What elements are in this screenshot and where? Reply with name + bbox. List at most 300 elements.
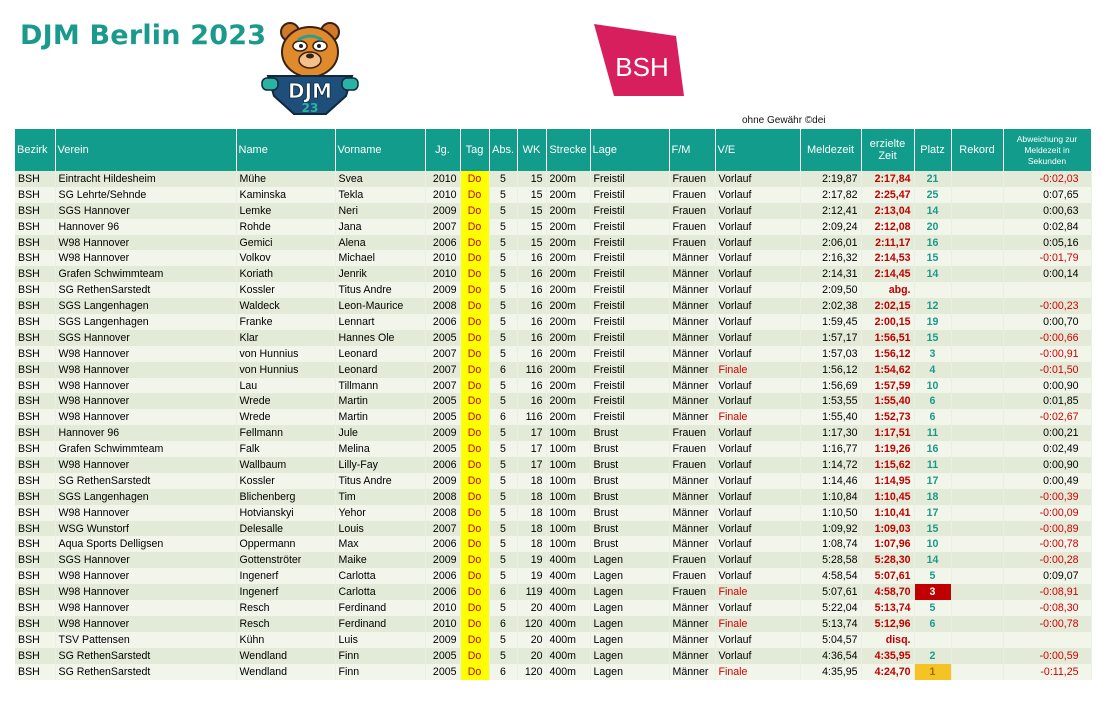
table-row bbox=[15, 568, 1091, 584]
cell-tag: Do bbox=[460, 409, 489, 425]
cell-zeit: 2:13,04 bbox=[861, 203, 914, 219]
cell-rekord bbox=[951, 664, 1003, 680]
cell-lage: Freistil bbox=[590, 378, 669, 394]
cell-rekord bbox=[951, 632, 1003, 648]
cell-ve: Vorlauf bbox=[715, 521, 800, 537]
table-row bbox=[15, 219, 1091, 235]
cell-abw: 0:05,16 bbox=[1003, 235, 1091, 251]
cell-jg: 2006 bbox=[425, 314, 460, 330]
cell-verein: Eintracht Hildesheim bbox=[55, 171, 236, 187]
cell-platz: 16 bbox=[914, 441, 951, 457]
cell-bezirk: BSH bbox=[15, 250, 55, 266]
cell-tag: Do bbox=[460, 314, 489, 330]
cell-strecke: 400m bbox=[546, 552, 590, 568]
cell-wk: 120 bbox=[517, 616, 546, 632]
cell-fm: Frauen bbox=[669, 187, 715, 203]
cell-ve: Vorlauf bbox=[715, 457, 800, 473]
cell-rekord bbox=[951, 409, 1003, 425]
cell-abs: 5 bbox=[489, 250, 517, 266]
cell-strecke: 200m bbox=[546, 219, 590, 235]
cell-fm: Männer bbox=[669, 473, 715, 489]
cell-name: Hotvianskyi bbox=[236, 505, 335, 521]
cell-strecke: 400m bbox=[546, 616, 590, 632]
cell-lage: Lagen bbox=[590, 632, 669, 648]
cell-jg: 2006 bbox=[425, 536, 460, 552]
cell-bezirk: BSH bbox=[15, 282, 55, 298]
cell-jg: 2006 bbox=[425, 568, 460, 584]
cell-zeit: 2:14,45 bbox=[861, 266, 914, 282]
cell-verein: W98 Hannover bbox=[55, 378, 236, 394]
cell-tag: Do bbox=[460, 378, 489, 394]
cell-lage: Lagen bbox=[590, 648, 669, 664]
cell-platz bbox=[914, 282, 951, 298]
cell-abs: 5 bbox=[489, 235, 517, 251]
cell-vorname: Tim bbox=[335, 489, 425, 505]
cell-abw: 0:00,90 bbox=[1003, 378, 1091, 394]
cell-zeit: 1:56,51 bbox=[861, 330, 914, 346]
cell-vorname: Neri bbox=[335, 203, 425, 219]
cell-name: Gemici bbox=[236, 235, 335, 251]
cell-vorname: Melina bbox=[335, 441, 425, 457]
cell-strecke: 100m bbox=[546, 473, 590, 489]
cell-wk: 19 bbox=[517, 568, 546, 584]
table-row bbox=[15, 314, 1091, 330]
cell-ve: Vorlauf bbox=[715, 425, 800, 441]
col-abweichung: Abweichung zur Meldezeit in Sekunden bbox=[1003, 129, 1091, 171]
cell-name: Wendland bbox=[236, 648, 335, 664]
cell-jg: 2007 bbox=[425, 378, 460, 394]
table-row bbox=[15, 632, 1091, 648]
bear-mascot-icon bbox=[281, 23, 339, 77]
table-row bbox=[15, 552, 1091, 568]
cell-abs: 5 bbox=[489, 568, 517, 584]
cell-jg: 2008 bbox=[425, 489, 460, 505]
cell-bezirk: BSH bbox=[15, 219, 55, 235]
cell-zeit: 1:07,96 bbox=[861, 536, 914, 552]
col-vorname: Vorname bbox=[335, 129, 425, 171]
cell-meldezeit: 1:53,55 bbox=[800, 393, 861, 409]
cell-vorname: Jana bbox=[335, 219, 425, 235]
cell-meldezeit: 5:07,61 bbox=[800, 584, 861, 600]
cell-meldezeit: 4:58,54 bbox=[800, 568, 861, 584]
cell-name: Resch bbox=[236, 600, 335, 616]
cell-strecke: 100m bbox=[546, 441, 590, 457]
table-header-row bbox=[15, 129, 1091, 171]
cell-abs: 5 bbox=[489, 346, 517, 362]
cell-fm: Frauen bbox=[669, 457, 715, 473]
cell-platz: 17 bbox=[914, 505, 951, 521]
results-table-body bbox=[15, 171, 1091, 680]
cell-meldezeit: 1:57,17 bbox=[800, 330, 861, 346]
cell-platz: 2 bbox=[914, 648, 951, 664]
cell-rekord bbox=[951, 187, 1003, 203]
cell-platz: 6 bbox=[914, 409, 951, 425]
cell-verein: Hannover 96 bbox=[55, 219, 236, 235]
bsh-logo bbox=[590, 20, 684, 100]
cell-bezirk: BSH bbox=[15, 235, 55, 251]
cell-ve: Vorlauf bbox=[715, 536, 800, 552]
cell-tag: Do bbox=[460, 393, 489, 409]
cell-wk: 16 bbox=[517, 330, 546, 346]
cell-abw: 0:00,90 bbox=[1003, 457, 1091, 473]
cell-rekord bbox=[951, 266, 1003, 282]
cell-jg: 2006 bbox=[425, 235, 460, 251]
cell-fm: Frauen bbox=[669, 568, 715, 584]
cell-wk: 15 bbox=[517, 187, 546, 203]
cell-abs: 5 bbox=[489, 457, 517, 473]
cell-strecke: 200m bbox=[546, 378, 590, 394]
cell-name: Koriath bbox=[236, 266, 335, 282]
cell-abw: -0:00,78 bbox=[1003, 536, 1091, 552]
cell-jg: 2005 bbox=[425, 664, 460, 680]
cell-rekord bbox=[951, 298, 1003, 314]
cell-jg: 2007 bbox=[425, 521, 460, 537]
cell-strecke: 400m bbox=[546, 584, 590, 600]
cell-name: Resch bbox=[236, 616, 335, 632]
cell-wk: 116 bbox=[517, 409, 546, 425]
table-row bbox=[15, 362, 1091, 378]
cell-name: Volkov bbox=[236, 250, 335, 266]
cell-lage: Freistil bbox=[590, 298, 669, 314]
cell-rekord bbox=[951, 171, 1003, 187]
cell-tag: Do bbox=[460, 521, 489, 537]
cell-tag: Do bbox=[460, 171, 489, 187]
cell-ve: Vorlauf bbox=[715, 266, 800, 282]
cell-verein: W98 Hannover bbox=[55, 393, 236, 409]
cell-tag: Do bbox=[460, 330, 489, 346]
cell-ve: Vorlauf bbox=[715, 346, 800, 362]
cell-abs: 5 bbox=[489, 536, 517, 552]
cell-meldezeit: 1:14,46 bbox=[800, 473, 861, 489]
cell-rekord bbox=[951, 203, 1003, 219]
cell-vorname: Martin bbox=[335, 393, 425, 409]
cell-vorname: Tillmann bbox=[335, 378, 425, 394]
cell-platz: 3 bbox=[914, 346, 951, 362]
cell-meldezeit: 1:55,40 bbox=[800, 409, 861, 425]
cell-rekord bbox=[951, 235, 1003, 251]
cell-meldezeit: 1:10,50 bbox=[800, 505, 861, 521]
cell-platz: 19 bbox=[914, 314, 951, 330]
cell-abw: -0:11,25 bbox=[1003, 664, 1091, 680]
cell-platz: 16 bbox=[914, 235, 951, 251]
cell-vorname: Ferdinand bbox=[335, 600, 425, 616]
cell-name: Mühe bbox=[236, 171, 335, 187]
cell-meldezeit: 1:57,03 bbox=[800, 346, 861, 362]
cell-meldezeit: 2:19,87 bbox=[800, 171, 861, 187]
cell-tag: Do bbox=[460, 346, 489, 362]
cell-strecke: 400m bbox=[546, 632, 590, 648]
cell-tag: Do bbox=[460, 298, 489, 314]
cell-strecke: 200m bbox=[546, 171, 590, 187]
cell-abw: -0:08,91 bbox=[1003, 584, 1091, 600]
cell-meldezeit: 1:56,69 bbox=[800, 378, 861, 394]
cell-lage: Freistil bbox=[590, 266, 669, 282]
table-row bbox=[15, 409, 1091, 425]
table-row bbox=[15, 521, 1091, 537]
cell-rekord bbox=[951, 489, 1003, 505]
cell-verein: W98 Hannover bbox=[55, 600, 236, 616]
cell-vorname: Luis bbox=[335, 632, 425, 648]
cell-meldezeit: 1:08,74 bbox=[800, 536, 861, 552]
cell-strecke: 100m bbox=[546, 457, 590, 473]
cell-abw bbox=[1003, 632, 1091, 648]
cell-abs: 6 bbox=[489, 409, 517, 425]
cell-wk: 18 bbox=[517, 489, 546, 505]
cell-tag: Do bbox=[460, 616, 489, 632]
cell-jg: 2007 bbox=[425, 362, 460, 378]
cell-platz: 6 bbox=[914, 393, 951, 409]
djm-logo bbox=[254, 18, 366, 122]
cell-zeit: 2:00,15 bbox=[861, 314, 914, 330]
table-row bbox=[15, 441, 1091, 457]
cell-meldezeit: 1:56,12 bbox=[800, 362, 861, 378]
cell-lage: Freistil bbox=[590, 235, 669, 251]
cell-bezirk: BSH bbox=[15, 425, 55, 441]
cell-ve: Vorlauf bbox=[715, 298, 800, 314]
cell-abs: 5 bbox=[489, 378, 517, 394]
cell-fm: Männer bbox=[669, 489, 715, 505]
table-row bbox=[15, 282, 1091, 298]
cell-ve: Vorlauf bbox=[715, 378, 800, 394]
cell-abw: -0:00,39 bbox=[1003, 489, 1091, 505]
cell-abs: 5 bbox=[489, 648, 517, 664]
cell-wk: 18 bbox=[517, 536, 546, 552]
cell-fm: Männer bbox=[669, 505, 715, 521]
cell-strecke: 400m bbox=[546, 600, 590, 616]
cell-platz: 18 bbox=[914, 489, 951, 505]
cell-tag: Do bbox=[460, 552, 489, 568]
cell-bezirk: BSH bbox=[15, 266, 55, 282]
cell-vorname: Yehor bbox=[335, 505, 425, 521]
cell-strecke: 200m bbox=[546, 266, 590, 282]
cell-abw: -0:00,78 bbox=[1003, 616, 1091, 632]
cell-vorname: Michael bbox=[335, 250, 425, 266]
cell-zeit: 5:07,61 bbox=[861, 568, 914, 584]
cell-strecke: 200m bbox=[546, 203, 590, 219]
cell-jg: 2010 bbox=[425, 187, 460, 203]
cell-verein: W98 Hannover bbox=[55, 409, 236, 425]
cell-rekord bbox=[951, 648, 1003, 664]
cell-name: von Hunnius bbox=[236, 362, 335, 378]
cell-zeit: 2:12,08 bbox=[861, 219, 914, 235]
table-row bbox=[15, 648, 1091, 664]
cell-ve: Vorlauf bbox=[715, 393, 800, 409]
col-wk: WK bbox=[517, 129, 546, 171]
cell-verein: W98 Hannover bbox=[55, 346, 236, 362]
cell-abw: 0:00,70 bbox=[1003, 314, 1091, 330]
cell-vorname: Jenrik bbox=[335, 266, 425, 282]
cell-tag: Do bbox=[460, 489, 489, 505]
cell-name: Oppermann bbox=[236, 536, 335, 552]
cell-abw: -0:00,59 bbox=[1003, 648, 1091, 664]
cell-fm: Männer bbox=[669, 632, 715, 648]
table-row bbox=[15, 600, 1091, 616]
cell-platz: 17 bbox=[914, 473, 951, 489]
cell-rekord bbox=[951, 568, 1003, 584]
cell-vorname: Hannes Ole bbox=[335, 330, 425, 346]
cell-abs: 5 bbox=[489, 219, 517, 235]
cell-name: Wendland bbox=[236, 664, 335, 680]
cell-verein: W98 Hannover bbox=[55, 616, 236, 632]
cell-jg: 2010 bbox=[425, 266, 460, 282]
cell-tag: Do bbox=[460, 362, 489, 378]
cell-fm: Männer bbox=[669, 393, 715, 409]
cell-abs: 5 bbox=[489, 521, 517, 537]
cell-name: Wrede bbox=[236, 409, 335, 425]
cell-verein: W98 Hannover bbox=[55, 505, 236, 521]
djm-logo-year: 23 bbox=[301, 101, 319, 115]
cell-meldezeit: 4:35,95 bbox=[800, 664, 861, 680]
cell-meldezeit: 5:04,57 bbox=[800, 632, 861, 648]
cell-jg: 2006 bbox=[425, 584, 460, 600]
cell-rekord bbox=[951, 473, 1003, 489]
cell-zeit: 5:13,74 bbox=[861, 600, 914, 616]
cell-platz: 4 bbox=[914, 362, 951, 378]
cell-fm: Frauen bbox=[669, 441, 715, 457]
cell-rekord bbox=[951, 330, 1003, 346]
cell-wk: 20 bbox=[517, 648, 546, 664]
cell-zeit: 5:28,30 bbox=[861, 552, 914, 568]
cell-zeit: 1:09,03 bbox=[861, 521, 914, 537]
col-jg: Jg. bbox=[425, 129, 460, 171]
cell-tag: Do bbox=[460, 425, 489, 441]
cell-fm: Frauen bbox=[669, 584, 715, 600]
cell-verein: SG RethenSarstedt bbox=[55, 648, 236, 664]
cell-fm: Männer bbox=[669, 600, 715, 616]
cell-ve: Vorlauf bbox=[715, 171, 800, 187]
cell-name: Lemke bbox=[236, 203, 335, 219]
cell-fm: Männer bbox=[669, 648, 715, 664]
cell-vorname: Ferdinand bbox=[335, 616, 425, 632]
table-row bbox=[15, 171, 1091, 187]
cell-lage: Brust bbox=[590, 489, 669, 505]
cell-ve: Vorlauf bbox=[715, 568, 800, 584]
cell-jg: 2009 bbox=[425, 552, 460, 568]
cell-zeit: 1:55,40 bbox=[861, 393, 914, 409]
cell-verein: SGS Hannover bbox=[55, 203, 236, 219]
cell-lage: Freistil bbox=[590, 219, 669, 235]
results-table bbox=[15, 129, 1092, 680]
cell-meldezeit: 2:02,38 bbox=[800, 298, 861, 314]
cell-jg: 2005 bbox=[425, 393, 460, 409]
cell-meldezeit: 1:09,92 bbox=[800, 521, 861, 537]
col-platz: Platz bbox=[914, 129, 951, 171]
cell-platz: 5 bbox=[914, 600, 951, 616]
cell-meldezeit: 5:13,74 bbox=[800, 616, 861, 632]
cell-ve: Vorlauf bbox=[715, 473, 800, 489]
cell-wk: 19 bbox=[517, 552, 546, 568]
cell-rekord bbox=[951, 393, 1003, 409]
cell-platz: 12 bbox=[914, 298, 951, 314]
cell-jg: 2009 bbox=[425, 425, 460, 441]
cell-abs: 5 bbox=[489, 393, 517, 409]
cell-name: Delesalle bbox=[236, 521, 335, 537]
cell-meldezeit: 2:14,31 bbox=[800, 266, 861, 282]
cell-rekord bbox=[951, 441, 1003, 457]
cell-name: von Hunnius bbox=[236, 346, 335, 362]
cell-abs: 5 bbox=[489, 203, 517, 219]
cell-lage: Brust bbox=[590, 473, 669, 489]
cell-ve: Vorlauf bbox=[715, 250, 800, 266]
cell-lage: Freistil bbox=[590, 282, 669, 298]
cell-fm: Frauen bbox=[669, 203, 715, 219]
cell-vorname: Leonard bbox=[335, 346, 425, 362]
cell-lage: Lagen bbox=[590, 600, 669, 616]
cell-bezirk: BSH bbox=[15, 409, 55, 425]
cell-lage: Freistil bbox=[590, 314, 669, 330]
cell-tag: Do bbox=[460, 473, 489, 489]
cell-jg: 2007 bbox=[425, 346, 460, 362]
cell-rekord bbox=[951, 552, 1003, 568]
cell-bezirk: BSH bbox=[15, 362, 55, 378]
cell-platz: 10 bbox=[914, 378, 951, 394]
cell-jg: 2007 bbox=[425, 219, 460, 235]
cell-ve: Vorlauf bbox=[715, 441, 800, 457]
cell-rekord bbox=[951, 362, 1003, 378]
cell-meldezeit: 1:59,45 bbox=[800, 314, 861, 330]
cell-verein: SGS Langenhagen bbox=[55, 314, 236, 330]
cell-meldezeit: 1:10,84 bbox=[800, 489, 861, 505]
cell-bezirk: BSH bbox=[15, 298, 55, 314]
cell-vorname: Martin bbox=[335, 409, 425, 425]
cell-name: Wallbaum bbox=[236, 457, 335, 473]
cell-vorname: Jule bbox=[335, 425, 425, 441]
cell-bezirk: BSH bbox=[15, 632, 55, 648]
cell-abs: 5 bbox=[489, 171, 517, 187]
cell-abw bbox=[1003, 282, 1091, 298]
cell-bezirk: BSH bbox=[15, 378, 55, 394]
cell-verein: Aqua Sports Delligsen bbox=[55, 536, 236, 552]
cell-abw: -0:02,67 bbox=[1003, 409, 1091, 425]
cell-bezirk: BSH bbox=[15, 203, 55, 219]
cell-lage: Freistil bbox=[590, 346, 669, 362]
cell-wk: 16 bbox=[517, 266, 546, 282]
cell-strecke: 200m bbox=[546, 250, 590, 266]
cell-vorname: Louis bbox=[335, 521, 425, 537]
cell-zeit: 4:58,70 bbox=[861, 584, 914, 600]
cell-fm: Frauen bbox=[669, 171, 715, 187]
cell-jg: 2005 bbox=[425, 330, 460, 346]
cell-wk: 116 bbox=[517, 362, 546, 378]
cell-wk: 16 bbox=[517, 393, 546, 409]
cell-jg: 2010 bbox=[425, 171, 460, 187]
cell-abs: 5 bbox=[489, 187, 517, 203]
cell-bezirk: BSH bbox=[15, 616, 55, 632]
cell-jg: 2009 bbox=[425, 282, 460, 298]
cell-ve: Vorlauf bbox=[715, 187, 800, 203]
cell-strecke: 200m bbox=[546, 314, 590, 330]
table-row bbox=[15, 664, 1091, 680]
cell-fm: Männer bbox=[669, 536, 715, 552]
cell-bezirk: BSH bbox=[15, 552, 55, 568]
table-row bbox=[15, 457, 1091, 473]
cell-zeit: 5:12,96 bbox=[861, 616, 914, 632]
cell-abs: 6 bbox=[489, 584, 517, 600]
cell-strecke: 200m bbox=[546, 393, 590, 409]
cell-fm: Männer bbox=[669, 314, 715, 330]
cell-jg: 2005 bbox=[425, 409, 460, 425]
cell-verein: Grafen Schwimmteam bbox=[55, 266, 236, 282]
cell-strecke: 200m bbox=[546, 330, 590, 346]
cell-jg: 2005 bbox=[425, 648, 460, 664]
cell-fm: Männer bbox=[669, 521, 715, 537]
cell-bezirk: BSH bbox=[15, 664, 55, 680]
cell-name: Klar bbox=[236, 330, 335, 346]
cell-ve: Vorlauf bbox=[715, 632, 800, 648]
cell-platz: 14 bbox=[914, 552, 951, 568]
cell-wk: 15 bbox=[517, 171, 546, 187]
cell-ve: Vorlauf bbox=[715, 600, 800, 616]
